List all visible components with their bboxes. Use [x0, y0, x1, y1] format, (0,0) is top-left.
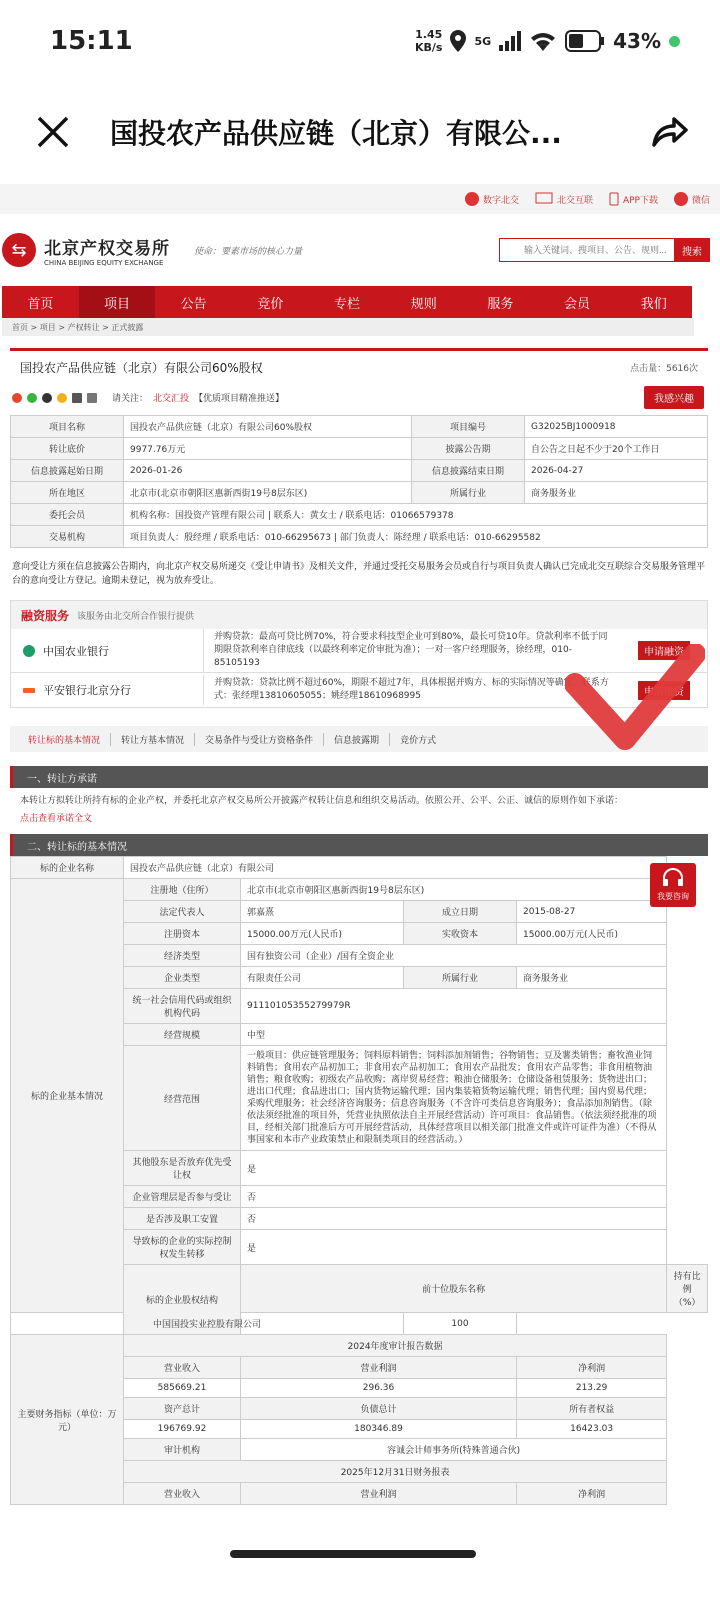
print-icon[interactable] — [72, 393, 82, 403]
status-bar — [0, 0, 720, 82]
digital-icon — [465, 192, 479, 206]
page-title: 国投农产品供应链（北京）有限公... — [110, 117, 562, 150]
battery-level: 43% — [613, 29, 661, 53]
bank-row: 平安银行北京分行 并购贷款：贷款比例不超过60%，期限不超过7年，具体根据并购方、标的实际情况等确定。联系方式：张经理13810605055；姚经理18610968995 申请融资 — [11, 673, 707, 707]
star-icon[interactable] — [57, 393, 67, 403]
consult-button[interactable]: 我要咨询 — [650, 863, 696, 907]
target-table: 标的企业名称 国投农产品供应链（北京）有限公司 标的企业基本情况 注册地（住所） 北京市(北京市朝阳区惠新西街19号8层东区) 法定代表人 郭嘉熹 成立日期 2015-08-27 注册资本 15000.00万元(人民币) 实收资本 15000.00万元(人民币) 经济类型 国有独资公司（企业）/国有全资企业 企业类型 有限责任公司 所属行业 商务服务业 统一社会信用代码或组织机构代码 91110105355279979R 经营规模 中型 经营范围 一般项目：供应链管理服务；饲料原料销售；饲料添加剂销售；谷物销售；豆及薯类销售；畜牧渔业饲料销售；食用农产品初加工；非食用农产品初加工；食用农产品批发；食用农产品零售；非食用植物油销售；粮食收购；初级农产品收购；离岸贸易经营；粮油仓储服务；仓储设备租赁服务；货物进出口；进出口代理；食品进出口；国内货物运输代理；国内集装箱货物运输代理；销售代理；国内贸易代理；采购代理服务；社会经济咨询服务；信息咨询服务（不含许可类信息咨询服务）；食品添加剂销售。（除依法须经批准的项目外，凭营业执照依法自主开展经营活动）许可项目：食品销售。（依法须经批准的项目，经相关部门批准后方可开展经营活动，具体经营项目以相关部门批准文件或许可证件为准）（不得从事国家和本市产业政策禁止和限制类项目的经营活动。） 其他股东是否放弃优先受让权 是 企业管理层是否参与受让 否 是否涉及职工安置 否 导致标的企业的实际控制权发生转移 是 标的企业股权结构 前十位股东名称 持有比例（%） 中国国投实业控股有限公司 100 主要财务指标（单位：万元） 2024年度审计报告数据 营业收入 营业利润 净利润 585669.21 296.36 213.29 资产总计 负债总计 所有者权益 196769.92 180346.89 16423.03 审计机构 容诚会计师事务所(特殊普通合伙) 2025年12月31日财务报表 营业收入 营业利润 净利润 — [10, 856, 708, 1505]
follow-row: 请关注： 北交汇投 【优质项目精准推送】 我感兴趣 — [10, 376, 708, 415]
site-logo[interactable]: ⇆ 北京产权交易所 CHINA BEIJING EQUITY EXCHANGE — [2, 233, 170, 267]
net-speed: 1.45 KB/s — [414, 28, 443, 54]
location-icon — [450, 30, 466, 52]
search-button[interactable]: 搜索 — [674, 238, 710, 262]
share-icon[interactable] — [650, 115, 690, 149]
main-nav — [2, 286, 692, 318]
search-input[interactable] — [499, 238, 674, 262]
web-page — [0, 184, 720, 1540]
search-box — [499, 238, 710, 262]
apply-finance-button[interactable]: 申请融资 — [638, 681, 690, 700]
site-header — [0, 214, 720, 286]
network-type: 5G — [474, 34, 492, 48]
battery-icon — [565, 30, 605, 52]
finance-panel: 融资服务 该服务由北交所合作银行提供 中国农业银行 并购贷款：最高可贷比例70%，符合要求科技型企业可到80%，最长可贷10年。贷款利率不低于同期限贷款利率自律底线（以最终利率定价审批为准）；一对一客户经理服务，徐经理，010-85105193 申请融资 平安银行北京分行 并购贷款：贷款比例不超过60%，期限不超过7年，具体根据并购方、标的实际情况等确定。联系方式：张经理13810605055；姚经理18610968995 申请融资 — [10, 600, 708, 708]
wechat-share-icon[interactable] — [27, 393, 37, 403]
close-icon[interactable] — [36, 115, 70, 149]
commitment-link[interactable]: 点击查看承诺全文 — [20, 814, 93, 824]
apply-finance-button[interactable]: 申请融资 — [638, 641, 690, 660]
nav-announcements[interactable]: 公告 — [180, 296, 207, 312]
nav-members[interactable]: 会员 — [564, 296, 591, 312]
main-content: 国投农产品供应链（北京）有限公司60%股权 点击量：5616次 请关注： 北交汇投 【优质项目精准推送】 我感兴趣 项目名称 国投农产品供应链（北京）有限公司60%股权 项目编号 G32025BJ1000918 转让底价 9977.76万元 披露公告期 自公告之日起不少于20个工作日 信息披露起始日期 2026-01-26 信息披露结束日期 2026-04-27 所在地区 北京市(北京市朝阳区惠新西街19号8层东区) 所属行业 商务服务业 委托会员 机构名称：国投资产管理有限公司 | 联系人：黄女士 / 联系电话：01066579378 交易机构 项目负责人：殷经理 / 联系电话：010-66295673 | 部门负责人：陈经理 / 联系电话：010-66295582 意向受让方须在信息披露公告期内，向北京产权交易所递交《受让申请书》及相关文件，并通过受托交易服务会员或自行与项目负责人确认已完成北交互联综合交易服务管理平台的意向受让方登记。逾期未登记，视为放弃受让。 融资服务 该服务由北交所合作银行提供 中国农业银行 并购贷款：最高可贷比例70%，符合要求科技型企业可到80%，最长可贷10年。贷款利率不低于同期限贷款利率自律底线（以最终利率定价审批为准）；一对一客户经理服务，徐经理，010-85105193 申请融资 平安银行北京分行 并购贷款：贷款比例不超过60%，期限不超过7年，具体根据并购方、标的实际情况等确定。联系方式：张经理13810605055；姚经理18610968995 申请融资 转让标的基本情况 转让方基本情况 交易条件与受让方资格条件 信息披露期 竞价方式 一、转让方承诺 本转让方拟转让所持有标的企业产权，并委托北京产权交易所公开披露产权转让信息和组织交易活动。依照公开、公平、公正、诚信的原则作如下承诺： 点击查看承诺全文 二、转让标的基本情况 标的企业名称 国投农产品供应链（北京）有限公司 标的企业基本情况 注册地（住所） 北京市(北京市朝阳区惠新西街19号8层东区) 法定代表人 郭嘉熹 成立日期 2015-08-27 注册资本 15000.00万元(人民币) 实收资本 15000.00万元(人民币) 经济类型 国有独资公司（企业）/国有全资企业 企业类型 有限责任公司 所属行业 商务服务业 统一社会信用代码或组织机构代码 91110105355279979R 经营规模 中型 经营范围 一般项目：供应链管理服务；饲料原料销售；饲料添加剂销售；谷物销售；豆及薯类销售；畜牧渔业饲料销售；食用农产品初加工；非食用农产品初加工；食用农产品批发；食用农产品零售；非食用植物油销售；粮食收购；初级农产品收购；离岸贸易经营；粮油仓储服务；仓储设备租赁服务；货物进出口；进出口代理；食品进出口；国内货物运输代理；国内集装箱货物运输代理；销售代理；国内贸易代理；采购代理服务；社会经济咨询服务；信息咨询服务（不含许可类信息咨询服务）；食品添加剂销售。（除依法须经批准的项目外，凭营业执照依法自主开展经营活动）许可项目：食品销售。（依法须经批准的项目，经相关部门批准后方可开展经营活动，具体经营项目以相关部门批准文件或许可证件为准）（不得从事国家和本市产业政策禁止和限制类项目的经营活动。） 其他股东是否放弃优先受让权 是 企业管理层是否参与受让 否 是否涉及职工安置 否 导致标的企业的实际控制权发生转移 是 标的企业股权结构 前十位股东名称 持有比例（%） 中国国投实业控股有限公司 100 主要财务指标（单位：万元） 2024年度审计报告数据 营业收入 营业利润 净利润 585669.21 296.36 213.29 资产总计 负债总计 所有者权益 196769.92 180346.89 16423.03 审计机构 容诚会计师事务所(特殊普通合伙) 2025年12月31日财务报表 营业收入 营业利润 净利润 — [10, 348, 708, 1505]
indicator-dot — [669, 36, 680, 47]
headset-icon — [661, 867, 685, 889]
mission-text: 使命：要素市场的核心力量 — [194, 246, 303, 257]
tab-bidding[interactable]: 竞价方式 — [400, 735, 437, 746]
monitor-icon — [535, 192, 553, 206]
follow-link[interactable]: 北交汇投 — [153, 394, 190, 404]
digital-link[interactable]: 数字北交 — [465, 192, 519, 206]
section-heading: 一、转让方承诺 — [10, 766, 708, 788]
project-info-table: 项目名称 国投农产品供应链（北京）有限公司60%股权 项目编号 G32025BJ1000918 转让底价 9977.76万元 披露公告期 自公告之日起不少于20个工作日 信息披露起始日期 2026-01-26 信息披露结束日期 2026-04-27 所在地区 北京市(北京市朝阳区惠新西街19号8层东区) 所属行业 商务服务业 委托会员 机构名称：国投资产管理有限公司 | 联系人：黄女士 / 联系电话：01066579378 交易机构 项目负责人：殷经理 / 联系电话：010-66295673 | 部门负责人：陈经理 / 联系电话：010-66295582 — [10, 415, 708, 548]
tab-conditions[interactable]: 交易条件与受让方资格条件 — [195, 733, 324, 746]
clock: 15:11 — [50, 26, 133, 56]
nav-home[interactable]: 首页 — [27, 296, 54, 312]
wifi-icon — [529, 31, 557, 51]
app-download-link[interactable]: APP下载 — [609, 192, 658, 206]
click-count: 点击量：5616次 — [630, 364, 698, 374]
notice-text: 意向受让方须在信息披露公告期内，向北京产权交易所递交《受让申请书》及相关文件，并通过受托交易服务会员或自行与项目负责人确认已完成北交互联综合交易服务管理平台的意向受让方登记。逾期未登记，视为放弃受让。 — [12, 562, 706, 586]
logo-mark: ⇆ — [2, 233, 36, 267]
finance-title: 融资服务 — [21, 608, 70, 623]
nav-services[interactable]: 服务 — [487, 296, 514, 312]
tab-disclosure[interactable]: 信息披露期 — [324, 733, 390, 746]
hulian-link[interactable]: 北交互联 — [535, 192, 593, 206]
phone-icon — [609, 192, 619, 206]
top-links — [0, 184, 720, 214]
wechat-icon — [674, 192, 688, 206]
tab-transferor[interactable]: 转让方基本情况 — [111, 733, 195, 746]
nav-columns[interactable]: 专栏 — [334, 296, 361, 312]
weibo-icon[interactable] — [12, 393, 22, 403]
pingan-bank-icon — [23, 688, 35, 693]
bank-row: 中国农业银行 并购贷款：最高可贷比例70%，符合要求科技型企业可到80%，最长可贷10年。贷款利率不低于同期限贷款利率自律底线（以最终利率定价审批为准）；一对一客户经理服务，徐经理，010-85105193 申请融资 — [11, 629, 707, 673]
section-heading: 二、转让标的基本情况 — [10, 834, 708, 856]
abc-bank-icon — [23, 645, 35, 657]
nav-bidding[interactable]: 竞价 — [257, 296, 284, 312]
project-title: 国投农产品供应链（北京）有限公司60%股权 — [20, 361, 263, 375]
nav-about[interactable]: 我们 — [640, 296, 667, 312]
tab-target-basic[interactable]: 转让标的基本情况 — [18, 733, 111, 746]
save-icon[interactable] — [87, 393, 97, 403]
red-checkmark — [565, 644, 705, 754]
nav-projects[interactable]: 项目 — [79, 286, 156, 318]
home-indicator[interactable] — [230, 1550, 476, 1558]
interest-button[interactable]: 我感兴趣 — [644, 386, 704, 409]
breadcrumb[interactable]: 首页 > 项目 > 产权转让 > 正式披露 — [2, 318, 694, 336]
signal-icon — [499, 31, 521, 51]
browser-titlebar — [0, 82, 720, 182]
qq-icon[interactable] — [42, 393, 52, 403]
wechat-link[interactable]: 微信 — [674, 192, 710, 206]
project-header — [10, 348, 708, 376]
nav-rules[interactable]: 规则 — [410, 296, 437, 312]
